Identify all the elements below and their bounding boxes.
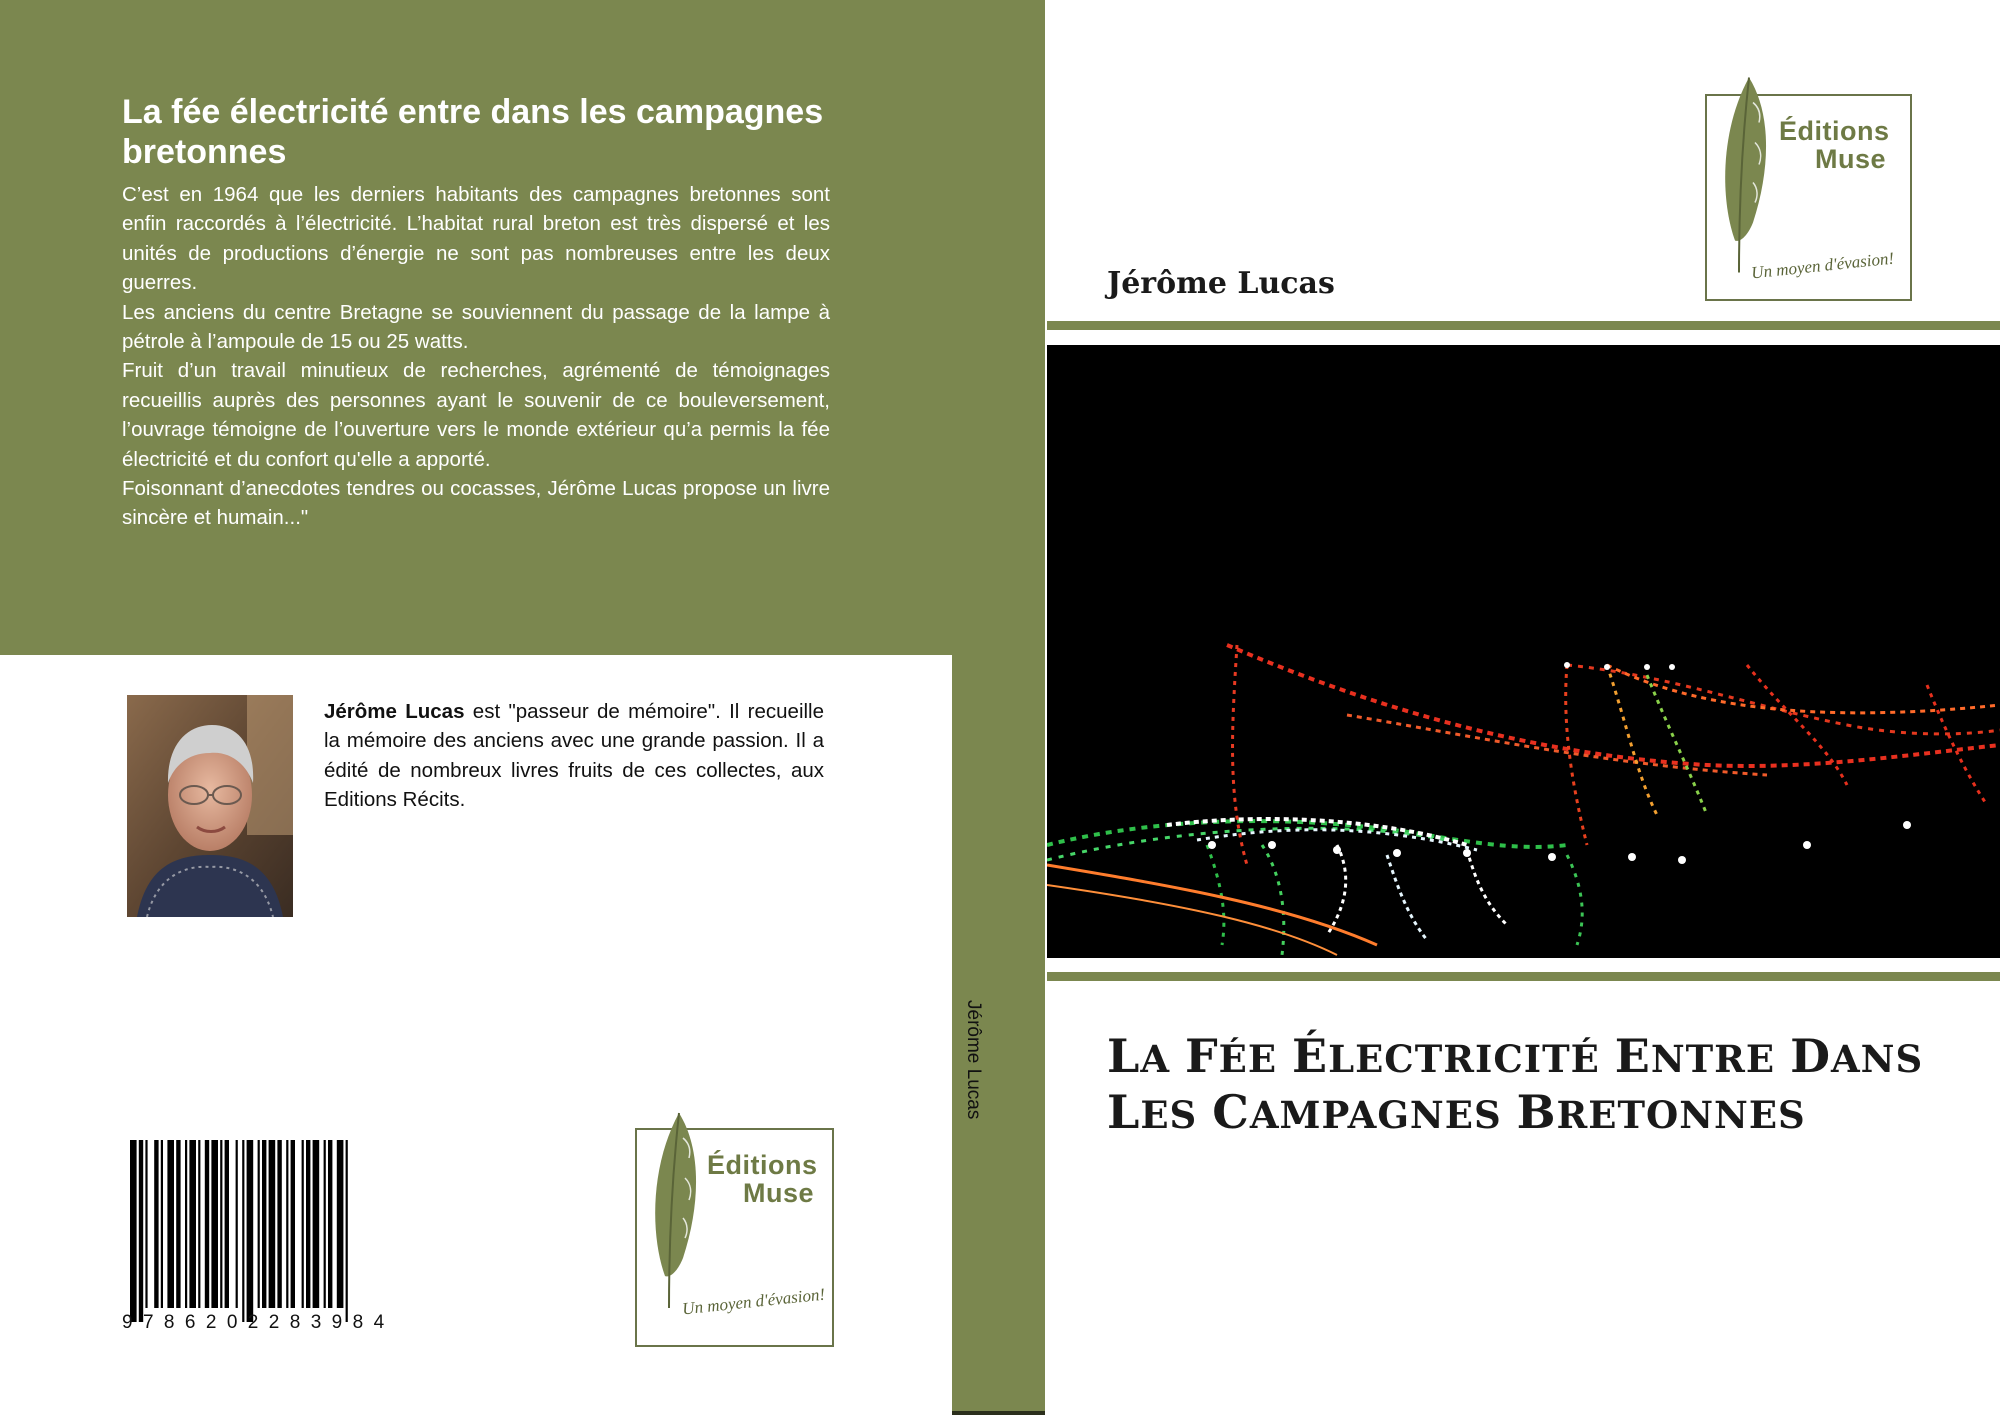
barcode-bar xyxy=(291,1140,295,1308)
author-bio-text: est "passeur de mémoire". Il recueille la mémoire des anciens avec une grande passion. Il a édité de nombreux livres fruits de ces collectes, aux Editions Récits. xyxy=(324,700,825,812)
front-cover-title: LA FÉE ÉLECTRICITÉ ENTRE DANS LES CAMPAGNES BRETONNES xyxy=(1107,1029,1924,1139)
barcode-bar xyxy=(236,1140,238,1308)
barcode-bar xyxy=(337,1140,344,1308)
front-rule-bottom xyxy=(1047,972,2000,981)
barcode-bar xyxy=(306,1140,310,1308)
barcode-bar xyxy=(258,1140,260,1308)
spine-author xyxy=(944,1000,984,1040)
barcode-bar xyxy=(247,1140,254,1322)
barcode-bar xyxy=(145,1140,147,1308)
barcode-bar xyxy=(277,1140,281,1308)
logo-tagline: Un moyen d'évasion! xyxy=(1750,248,1895,283)
blurb-paragraph: Foisonnant d’anecdotes tendres ou cocasses, Jérôme Lucas propose un livre sincère et humain..." xyxy=(122,477,830,530)
blurb-paragraph: Les anciens du centre Bretagne se souviennent du passage de la lampe à pétrole à l’ampoule de 15 ou 25 watts. xyxy=(122,300,830,354)
blurb-paragraph: C’est en 1964 que les derniers habitants des campagnes bretonnes sont enfin raccordés à l’électricité. L’habitat rural breton est très dispersé et les unités de productions d’énergie ne sont pas nombreuses entre les deux guerres. xyxy=(122,183,830,295)
front-rule-top xyxy=(1047,321,2000,330)
logo-tagline: Un moyen d'évasion! xyxy=(681,1284,826,1319)
barcode-bar xyxy=(225,1140,229,1308)
barcode-bar xyxy=(346,1140,348,1322)
logo-line2: Muse xyxy=(1815,144,1887,174)
back-cover-title: La fée électricité entre dans les campagnes bretonnes xyxy=(122,93,824,171)
barcode-bar xyxy=(220,1140,222,1308)
logo-line2: Muse xyxy=(743,1178,815,1208)
front-cover-author: Jérôme Lucas xyxy=(1107,266,1335,301)
barcode-bar xyxy=(328,1140,332,1308)
feather-icon xyxy=(639,1108,709,1313)
author-bio-name: Jérôme Lucas xyxy=(324,700,465,723)
publisher-logo-back xyxy=(635,1128,834,1347)
barcode-bar xyxy=(130,1140,137,1322)
barcode-bar xyxy=(167,1140,174,1308)
barcode-bar xyxy=(262,1140,266,1308)
feather-icon xyxy=(1709,70,1779,280)
blurb-paragraph: Fruit d’un travail minutieux de recherches, agrémenté de témoignages recueillis auprès des personnes ayant le souvenir de ce bouleversement, l’ouvrage témoigne de l’ouverture vers le monde extérieur qu’a permis la fée électricité et du confort qu'elle a apporté. xyxy=(122,359,830,471)
barcode-bar xyxy=(302,1140,304,1308)
logo-line1: Éditions xyxy=(707,1150,818,1180)
publisher-logo-front xyxy=(1705,94,1912,301)
barcode-bar xyxy=(242,1140,244,1322)
barcode-bar xyxy=(211,1140,218,1308)
barcode-bar xyxy=(176,1140,180,1308)
isbn-barcode xyxy=(122,1140,442,1330)
barcode-bar xyxy=(154,1140,158,1308)
isbn-digits: 9786202283984 xyxy=(122,1312,395,1333)
barcode-bar xyxy=(161,1140,163,1308)
author-photo xyxy=(127,695,293,917)
cover-photo xyxy=(1047,345,2000,958)
barcode-bar xyxy=(205,1140,209,1308)
barcode-bar xyxy=(286,1140,288,1308)
barcode-bar xyxy=(189,1140,196,1308)
back-cover-blurb xyxy=(122,180,830,533)
barcode-bar xyxy=(324,1140,326,1308)
barcode-bar xyxy=(185,1140,187,1308)
barcode-bar xyxy=(313,1140,320,1308)
spine-bottom-strip xyxy=(952,1411,1045,1415)
logo-line1: Éditions xyxy=(1779,116,1890,146)
barcode-bar xyxy=(139,1140,143,1322)
barcode-bar xyxy=(198,1140,200,1308)
barcode-bar xyxy=(269,1140,276,1308)
author-bio xyxy=(324,697,824,815)
light-trails-image xyxy=(1047,345,2000,958)
